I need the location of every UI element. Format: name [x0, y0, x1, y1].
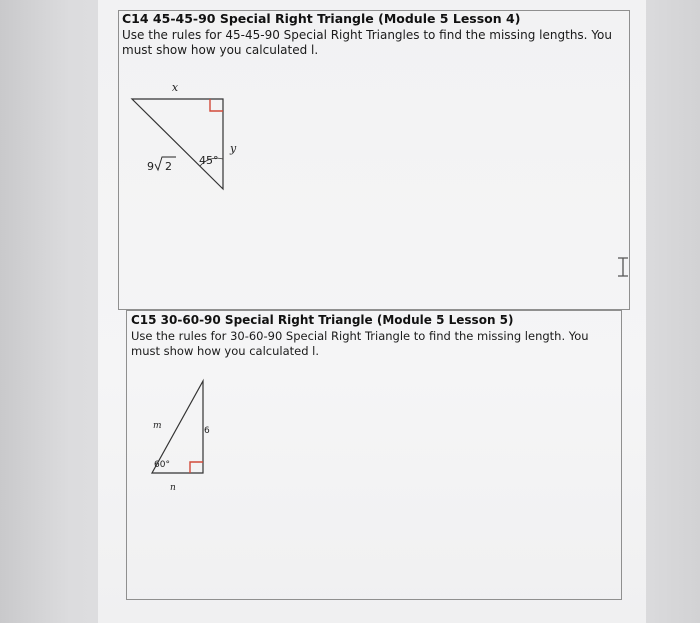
- c15-label-m: m: [153, 421, 162, 431]
- c15-right-angle-marker: [190, 462, 203, 473]
- c14-label-y: y: [230, 142, 237, 155]
- text-cursor-icon: [616, 256, 630, 278]
- c14-title: C14 45-45-90 Special Right Triangle (Module 5 Lesson 4): [122, 11, 521, 26]
- c14-label-hyp-coeff: 9: [147, 160, 154, 173]
- c14-right-angle-marker: [210, 99, 223, 111]
- c15-triangle-figure: [140, 375, 230, 495]
- c15-label-angle: 60°: [154, 460, 170, 470]
- c14-triangle: [132, 99, 223, 189]
- c14-label-angle: 45°: [199, 154, 219, 167]
- c15-label-6: 6: [204, 426, 210, 436]
- c14-triangle-figure: [130, 78, 250, 193]
- c14-instructions: Use the rules for 45-45-90 Special Right Triangles to find the missing lengths. You must show how you calculated l.: [122, 28, 612, 57]
- c15-label-n: n: [170, 483, 176, 493]
- c15-title: C15 30-60-90 Special Right Triangle (Module 5 Lesson 5): [131, 313, 514, 327]
- c14-label-hyp-radical: 2: [165, 160, 172, 173]
- c14-label-x: x: [171, 81, 179, 94]
- c15-instructions: Use the rules for 30-60-90 Special Right Triangle to find the missing length. You must show how you calculated l.: [131, 329, 589, 358]
